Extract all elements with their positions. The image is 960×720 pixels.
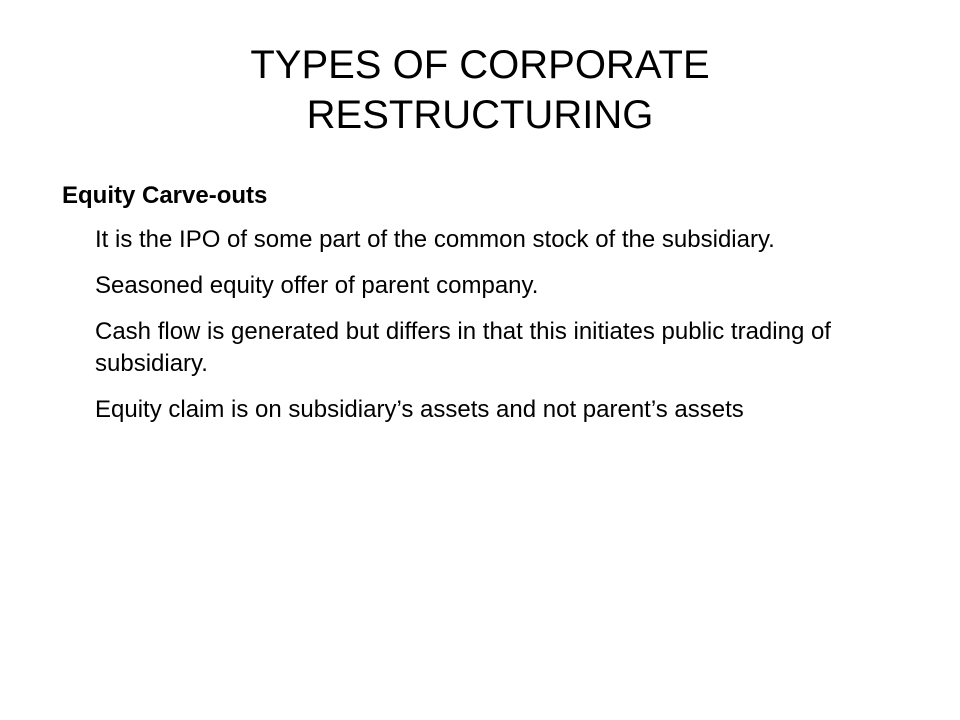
bullet-item: It is the IPO of some part of the common stock of the subsidiary. <box>95 226 775 253</box>
section-heading: Equity Carve-outs <box>62 182 268 209</box>
slide-title-line-1: TYPES OF CORPORATE <box>250 43 710 87</box>
bullet-item: Cash flow is generated but differs in that this initiates public trading of subsidiary. <box>95 318 831 377</box>
slide-title <box>120 40 840 140</box>
bullet-list <box>95 224 855 440</box>
slide-title-line-2: RESTRUCTURING <box>306 93 654 137</box>
bullet-item: Equity claim is on subsidiary’s assets and not parent’s assets <box>95 396 744 423</box>
bullet-item: Seasoned equity offer of parent company. <box>95 272 539 299</box>
